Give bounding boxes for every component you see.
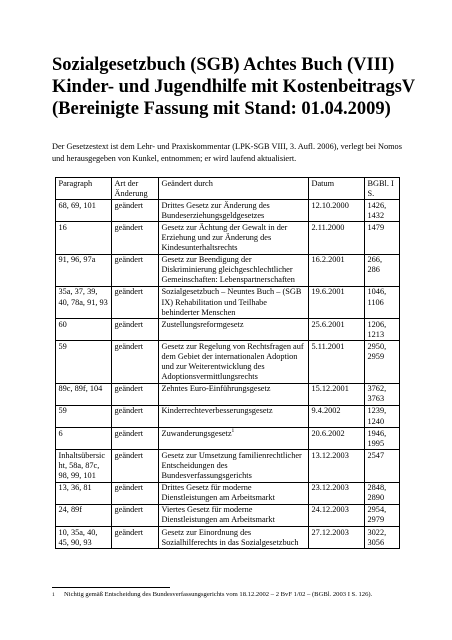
bgbl-cell: 1946, 1995 xyxy=(365,428,400,450)
table-row xyxy=(56,286,400,318)
change-type-cell: geändert xyxy=(112,200,159,222)
paragraph-cell: 59 xyxy=(56,341,112,383)
paragraph-cell: 89c, 89f, 104 xyxy=(56,383,112,405)
table-row xyxy=(56,405,400,427)
date-cell: 20.6.2002 xyxy=(309,428,365,450)
paragraph-cell: 68, 69, 101 xyxy=(56,200,112,222)
date-cell: 12.10.2000 xyxy=(309,200,365,222)
bgbl-cell: 1426, 1432 xyxy=(365,200,400,222)
paragraph-cell: 59 xyxy=(56,405,112,427)
date-cell: 19.6.2001 xyxy=(309,286,365,318)
change-type-cell: geändert xyxy=(112,504,159,526)
change-type-cell: geändert xyxy=(112,319,159,341)
date-cell: 16.2.2001 xyxy=(309,254,365,286)
change-type-cell: geändert xyxy=(112,341,159,383)
footnote-text: Nichtig gemäß Entscheidung des Bundesverfassungsgerichts vom 18.12.2002 – 2 BvF 1/02 – (BGBl. 2003 I S. 126). xyxy=(64,591,373,598)
date-cell: 24.12.2003 xyxy=(309,504,365,526)
bgbl-cell: 2547 xyxy=(365,450,400,482)
changed-by-cell: Gesetz zur Regelung von Rechtsfragen auf dem Gebiet der internationalen Adoption und zur Weiterentwicklung des Adoptionsvermittlungsrechts xyxy=(159,341,309,383)
bgbl-cell: 1046, 1106 xyxy=(365,286,400,318)
date-cell: 15.12.2001 xyxy=(309,383,365,405)
footnote xyxy=(52,591,412,600)
changed-by-text: Zuwanderungsgesetz xyxy=(161,428,232,438)
header-cell: Datum xyxy=(309,178,365,200)
changed-by-cell: Gesetz zur Ächtung der Gewalt in der Erziehung und zur Änderung des Kindesunterhaltsrechts xyxy=(159,222,309,254)
bgbl-cell: 3022, 3056 xyxy=(365,527,400,549)
amendments-table xyxy=(55,177,400,549)
table-row xyxy=(56,383,400,405)
title-line: (Bereinigte Fassung mit Stand: 01.04.2009) xyxy=(52,99,391,119)
changed-by-cell: Drittes Gesetz zur Änderung des Bundeserziehungsgeldgesetzes xyxy=(159,200,309,222)
table-row xyxy=(56,527,400,549)
paragraph-cell: 35a, 37, 39, 40, 78a, 91, 93 xyxy=(56,286,112,318)
changed-by-cell: Zehntes Euro-Einführungsgesetz xyxy=(159,383,309,405)
paragraph-cell: Inhaltsübersicht, 58a, 87c, 98, 99, 101 xyxy=(56,450,112,482)
date-cell: 13.12.2003 xyxy=(309,450,365,482)
changed-by-cell: Sozialgesetzbuch – Neuntes Buch – (SGB IX) Rehabilitation und Teilhabe behinderter Menschen xyxy=(159,286,309,318)
bgbl-cell: 1206, 1213 xyxy=(365,319,400,341)
change-type-cell: geändert xyxy=(112,286,159,318)
changed-by-cell: Gesetz zur Einordnung des Sozialhilferechts in das Sozialgesetzbuch xyxy=(159,527,309,549)
bgbl-cell: 2954, 2979 xyxy=(365,504,400,526)
changed-by-cell: Gesetz zur Beendigung der Diskriminierung gleichgeschlechtlicher Gemeinschaften: Lebenspartnerschaften xyxy=(159,254,309,286)
changed-by-cell: Gesetz zur Umsetzung familienrechtlicher Entscheidungen des Bundesverfassungsgerichts xyxy=(159,450,309,482)
title-line: Kinder- und Jugendhilfe mit KostenbeitragsV xyxy=(52,77,416,97)
date-cell: 5.11.2001 xyxy=(309,341,365,383)
change-type-cell: geändert xyxy=(112,482,159,504)
paragraph-cell: 91, 96, 97a xyxy=(56,254,112,286)
changed-by-cell: Drittes Gesetz für moderne Dienstleistungen am Arbeitsmarkt xyxy=(159,482,309,504)
bgbl-cell: 1239, 1240 xyxy=(365,405,400,427)
document-title xyxy=(52,54,416,120)
paragraph-cell: 24, 89f xyxy=(56,504,112,526)
table-header-row xyxy=(56,178,400,200)
header-cell: BGBl. I S. xyxy=(365,178,400,200)
paragraph-cell: 13, 36, 81 xyxy=(56,482,112,504)
table-row xyxy=(56,200,400,222)
header-cell: Paragraph xyxy=(56,178,112,200)
bgbl-cell: 2848, 2890 xyxy=(365,482,400,504)
paragraph-cell: 10, 35a, 40, 45, 90, 93 xyxy=(56,527,112,549)
change-type-cell: geändert xyxy=(112,383,159,405)
change-type-cell: geändert xyxy=(112,450,159,482)
change-type-cell: geändert xyxy=(112,222,159,254)
change-type-cell: geändert xyxy=(112,527,159,549)
table-row xyxy=(56,428,400,450)
change-type-cell: geändert xyxy=(112,254,159,286)
table-row xyxy=(56,319,400,341)
footnote-mark: 1 xyxy=(52,592,55,598)
changed-by-cell xyxy=(159,428,309,450)
paragraph-cell: 16 xyxy=(56,222,112,254)
bgbl-cell: 2950, 2959 xyxy=(365,341,400,383)
table-row xyxy=(56,222,400,254)
footnote-reference: 1 xyxy=(231,427,235,434)
table-row xyxy=(56,482,400,504)
bgbl-cell: 1479 xyxy=(365,222,400,254)
changed-by-cell: Zustellungsreformgesetz xyxy=(159,319,309,341)
date-cell: 2.11.2000 xyxy=(309,222,365,254)
date-cell: 9.4.2002 xyxy=(309,405,365,427)
changed-by-cell: Viertes Gesetz für moderne Dienstleistungen am Arbeitsmarkt xyxy=(159,504,309,526)
change-type-cell: geändert xyxy=(112,428,159,450)
header-cell: Art der Änderung xyxy=(112,178,159,200)
table-row xyxy=(56,341,400,383)
table-row xyxy=(56,450,400,482)
table-row xyxy=(56,504,400,526)
date-cell: 23.12.2003 xyxy=(309,482,365,504)
paragraph-cell: 6 xyxy=(56,428,112,450)
changed-by-cell: Kinderrechteverbesserungsgesetz xyxy=(159,405,309,427)
title-line: Sozialgesetzbuch (SGB) Achtes Buch (VIII) xyxy=(52,55,395,75)
header-cell: Geändert durch xyxy=(159,178,309,200)
intro-paragraph: Der Gesetzestext ist dem Lehr- und Praxiskommentar (LPK-SGB VIII, 3. Aufl. 2006), verlegt bei Nomos und herausgegeben von Kunkel, entnommen; er wird laufend aktualisiert. xyxy=(52,142,402,163)
paragraph-cell: 60 xyxy=(56,319,112,341)
date-cell: 25.6.2001 xyxy=(309,319,365,341)
table-row xyxy=(56,254,400,286)
change-type-cell: geändert xyxy=(112,405,159,427)
bgbl-cell: 266, 286 xyxy=(365,254,400,286)
date-cell: 27.12.2003 xyxy=(309,527,365,549)
footnote-divider xyxy=(52,587,170,588)
bgbl-cell: 3762, 3763 xyxy=(365,383,400,405)
